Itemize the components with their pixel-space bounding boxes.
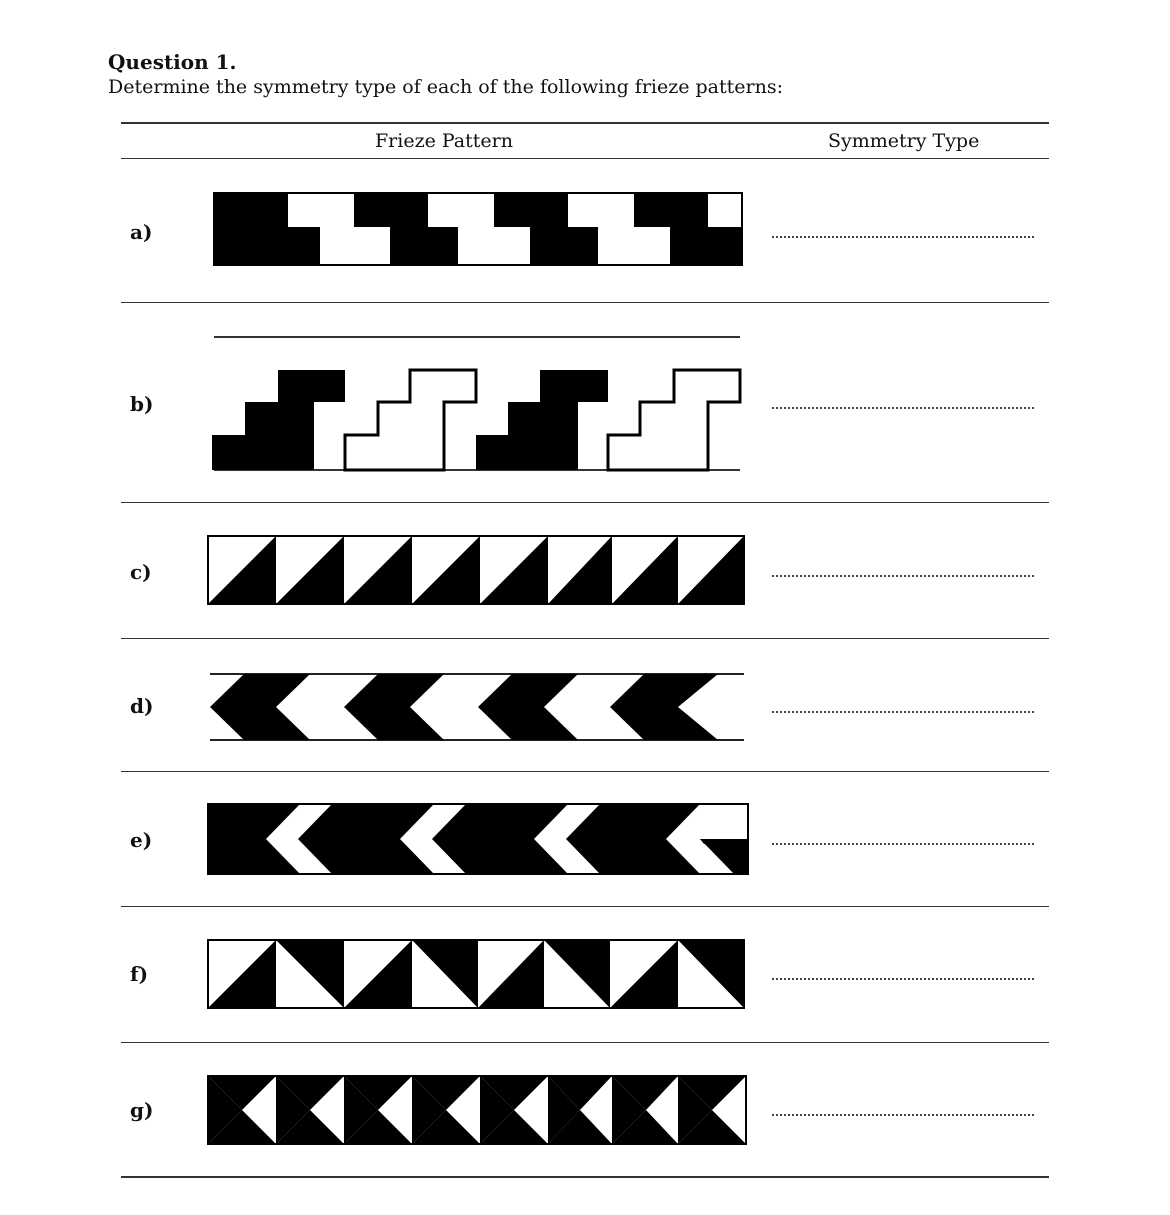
col-header-symmetry-type: Symmetry Type bbox=[828, 130, 980, 152]
answer-blank-a[interactable] bbox=[772, 236, 1034, 238]
row-label-e: e) bbox=[130, 828, 153, 852]
row-label-f: f) bbox=[130, 962, 149, 986]
row-divider bbox=[121, 1042, 1049, 1043]
col-header-pattern: Frieze Pattern bbox=[375, 130, 513, 152]
frieze-pattern-e bbox=[200, 798, 750, 882]
row-divider bbox=[121, 771, 1049, 772]
row-divider bbox=[121, 638, 1049, 639]
frieze-pattern-g bbox=[200, 1068, 750, 1152]
answer-blank-c[interactable] bbox=[772, 575, 1034, 577]
frieze-pattern-b bbox=[200, 330, 750, 480]
row-label-d: d) bbox=[130, 694, 154, 718]
row-divider bbox=[121, 302, 1049, 303]
answer-blank-f[interactable] bbox=[772, 978, 1034, 980]
answer-blank-d[interactable] bbox=[772, 711, 1034, 713]
question-instruction: Determine the symmetry type of each of the following frieze patterns: bbox=[108, 76, 783, 98]
answer-blank-g[interactable] bbox=[772, 1114, 1034, 1116]
row-label-g: g) bbox=[130, 1098, 154, 1122]
frieze-pattern-a bbox=[200, 185, 750, 275]
row-label-a: a) bbox=[130, 220, 153, 244]
row-label-c: c) bbox=[130, 560, 152, 584]
frieze-pattern-d bbox=[200, 666, 750, 750]
table-header-rule bbox=[121, 158, 1049, 159]
table-top-rule bbox=[121, 122, 1049, 124]
answer-blank-b[interactable] bbox=[772, 407, 1034, 409]
row-divider bbox=[121, 502, 1049, 503]
frieze-pattern-c bbox=[200, 528, 750, 618]
frieze-pattern-f bbox=[200, 934, 750, 1014]
row-divider bbox=[121, 906, 1049, 907]
question-heading: Question 1. bbox=[108, 50, 237, 74]
answer-blank-e[interactable] bbox=[772, 843, 1034, 845]
table-bottom-rule bbox=[121, 1176, 1049, 1178]
row-label-b: b) bbox=[130, 392, 154, 416]
